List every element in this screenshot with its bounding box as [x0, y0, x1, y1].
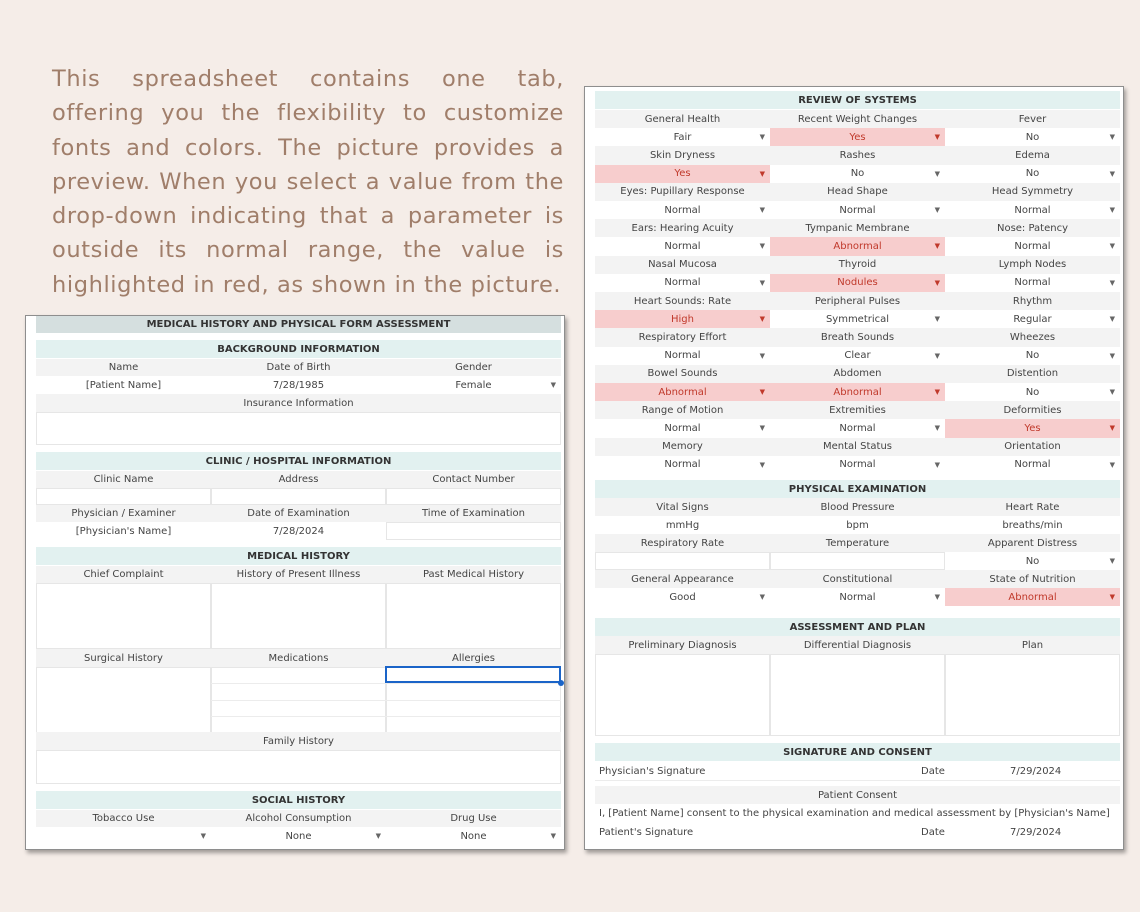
- ros-value: No: [1025, 131, 1040, 143]
- ros-dropdown[interactable]: [595, 237, 770, 255]
- ros-value: Yes: [849, 131, 866, 143]
- family-history-label: Family History: [36, 732, 561, 750]
- ros-dropdown[interactable]: [595, 383, 770, 401]
- form-title: MEDICAL HISTORY AND PHYSICAL FORM ASSESSMENT: [36, 316, 561, 333]
- ros-label: Respiratory Effort: [595, 328, 770, 346]
- ros-value: Yes: [674, 168, 691, 180]
- date-of-exam-field[interactable]: 7/28/2024: [272, 525, 325, 537]
- ros-label: Heart Sounds: Rate: [595, 292, 770, 310]
- alcohol-dropdown[interactable]: [211, 827, 386, 845]
- contact-number-field[interactable]: [386, 488, 561, 505]
- ros-dropdown[interactable]: [595, 310, 770, 328]
- ros-value: Normal: [664, 422, 701, 434]
- ros-dropdown[interactable]: [945, 274, 1120, 292]
- row-divider: [595, 780, 1120, 781]
- dropdown-arrow-icon: ▼: [1109, 593, 1115, 601]
- ros-dropdown[interactable]: [770, 419, 945, 437]
- contact-number-label: Contact Number: [386, 471, 561, 488]
- ros-label: Tympanic Membrane: [770, 219, 945, 237]
- social-history-section-header: SOCIAL HISTORY: [36, 791, 561, 809]
- clinic-name-field[interactable]: [36, 488, 211, 505]
- gender-dropdown[interactable]: [386, 376, 561, 394]
- ros-value: Normal: [1014, 277, 1051, 289]
- ros-label: Range of Motion: [595, 401, 770, 419]
- medications-label: Medications: [211, 649, 386, 667]
- ros-label: Nasal Mucosa: [595, 256, 770, 274]
- clinic-name-label: Clinic Name: [36, 471, 211, 488]
- ros-dropdown[interactable]: [595, 201, 770, 219]
- ros-label: Head Symmetry: [945, 183, 1120, 201]
- name-label: Name: [36, 359, 211, 376]
- dropdown-arrow-icon: ▼: [934, 133, 940, 142]
- background-section-header: BACKGROUND INFORMATION: [36, 340, 561, 358]
- medical-history-section-header: MEDICAL HISTORY: [36, 547, 561, 565]
- ros-dropdown[interactable]: [945, 201, 1120, 219]
- physician-signature-label: Physician's Signature: [599, 765, 706, 777]
- ros-label: Thyroid: [770, 256, 945, 274]
- apparent-distress-label: Apparent Distress: [945, 534, 1120, 552]
- ros-value: Normal: [839, 422, 876, 434]
- ros-value: Symmetrical: [825, 313, 890, 325]
- ros-value: No: [1025, 386, 1040, 398]
- temperature-field[interactable]: [770, 552, 945, 570]
- dropdown-arrow-icon: ▼: [200, 832, 206, 840]
- ros-dropdown[interactable]: [595, 165, 770, 183]
- dropdown-arrow-icon: ▼: [759, 593, 765, 601]
- ros-dropdown[interactable]: [770, 347, 945, 365]
- heart-rate-label: Heart Rate: [945, 498, 1120, 516]
- dropdown-arrow-icon: ▼: [759, 460, 765, 469]
- ros-label: Skin Dryness: [595, 146, 770, 164]
- ros-dropdown[interactable]: [770, 274, 945, 292]
- dropdown-arrow-icon: ▼: [759, 133, 765, 142]
- dropdown-arrow-icon: ▼: [759, 278, 765, 287]
- apparent-distress-value: No: [1025, 555, 1040, 567]
- plan-label: Plan: [945, 636, 1120, 654]
- patient-date-label: Date: [921, 826, 945, 838]
- ros-dropdown[interactable]: [945, 128, 1120, 146]
- ros-value: No: [850, 168, 865, 180]
- ros-label: Head Shape: [770, 183, 945, 201]
- ros-label: Eyes: Pupillary Response: [595, 183, 770, 201]
- dropdown-arrow-icon: ▼: [1109, 315, 1115, 324]
- differential-diagnosis-label: Differential Diagnosis: [770, 636, 945, 654]
- ros-value: Abnormal: [658, 386, 707, 398]
- differential-diagnosis-field[interactable]: [770, 654, 945, 736]
- medical-history-sheet: [25, 315, 565, 850]
- dropdown-arrow-icon: ▼: [934, 315, 940, 324]
- ros-value: No: [1025, 168, 1040, 180]
- ros-dropdown[interactable]: [945, 237, 1120, 255]
- dob-label: Date of Birth: [211, 359, 386, 376]
- alcohol-value: None: [285, 830, 312, 842]
- ros-dropdown[interactable]: [595, 274, 770, 292]
- ros-label: Extremities: [770, 401, 945, 419]
- plan-field[interactable]: [945, 654, 1120, 736]
- ros-dropdown[interactable]: [945, 310, 1120, 328]
- dropdown-arrow-icon: ▼: [1109, 388, 1115, 397]
- consent-text: I, [Patient Name] consent to the physical examination and medical assessment by [Physician's Name]: [599, 807, 1110, 819]
- address-label: Address: [211, 471, 386, 488]
- dropdown-arrow-icon: ▼: [759, 242, 765, 251]
- dropdown-arrow-icon: ▼: [759, 169, 765, 178]
- physician-date-field[interactable]: 7/29/2024: [1010, 765, 1062, 777]
- dropdown-arrow-icon: ▼: [550, 381, 556, 389]
- dropdown-arrow-icon: ▼: [1109, 133, 1115, 142]
- ros-dropdown[interactable]: [945, 383, 1120, 401]
- ros-dropdown[interactable]: [770, 128, 945, 146]
- family-history-field[interactable]: [36, 750, 561, 784]
- ros-value: Normal: [839, 204, 876, 216]
- plan-section-header: ASSESSMENT AND PLAN: [595, 618, 1120, 636]
- ros-label: Distention: [945, 365, 1120, 383]
- insurance-field[interactable]: [36, 412, 561, 445]
- constitutional-dropdown[interactable]: [770, 588, 945, 606]
- ros-dropdown[interactable]: [945, 347, 1120, 365]
- ros-dropdown[interactable]: [770, 237, 945, 255]
- ros-dropdown[interactable]: [770, 310, 945, 328]
- dropdown-arrow-icon: ▼: [934, 460, 940, 469]
- dropdown-arrow-icon: ▼: [1109, 557, 1115, 565]
- ros-label: Deformities: [945, 401, 1120, 419]
- ros-label: Memory: [595, 438, 770, 456]
- ros-dropdown[interactable]: [945, 456, 1120, 474]
- allergies-label: Allergies: [386, 649, 561, 667]
- general-appearance-dropdown[interactable]: [595, 588, 770, 606]
- ros-dropdown[interactable]: [770, 456, 945, 474]
- ros-value: Regular: [1013, 313, 1052, 325]
- dropdown-arrow-icon: ▼: [934, 351, 940, 360]
- vital-signs-label: Vital Signs: [595, 498, 770, 516]
- respiratory-rate-field[interactable]: [595, 552, 770, 570]
- time-of-exam-field[interactable]: [386, 522, 561, 540]
- physician-name-field[interactable]: [Physician's Name]: [75, 525, 172, 537]
- ros-value: Yes: [1024, 422, 1041, 434]
- dropdown-arrow-icon: ▼: [759, 351, 765, 360]
- dropdown-arrow-icon: ▼: [934, 206, 940, 215]
- preliminary-diagnosis-field[interactable]: [595, 654, 770, 736]
- ros-label: Mental Status: [770, 438, 945, 456]
- patient-consent-label: Patient Consent: [595, 786, 1120, 804]
- hpi-label: History of Present Illness: [211, 566, 386, 583]
- intro-paragraph: This spreadsheet contains one tab, offering you the flexibility to customize fonts and colors. The picture provides a preview. When you select a value from the drop-down indicating that a parameter is outside its normal range, the value is highlighted in red, as shown in the picture.: [52, 66, 564, 298]
- dropdown-arrow-icon: ▼: [934, 593, 940, 601]
- ros-value: No: [1025, 350, 1040, 362]
- ros-label: Orientation: [945, 438, 1120, 456]
- dropdown-arrow-icon: ▼: [934, 242, 940, 251]
- signature-section-header: SIGNATURE AND CONSENT: [595, 743, 1120, 761]
- ros-value: Normal: [664, 350, 701, 362]
- pe-section-header: PHYSICAL EXAMINATION: [595, 480, 1120, 498]
- general-appearance-value: Good: [669, 591, 696, 603]
- apparent-distress-dropdown[interactable]: [945, 552, 1120, 570]
- dropdown-arrow-icon: ▼: [759, 315, 765, 324]
- alcohol-label: Alcohol Consumption: [211, 810, 386, 827]
- tobacco-use-dropdown[interactable]: [36, 827, 211, 845]
- dob-field[interactable]: 7/28/1985: [272, 379, 325, 391]
- surgical-history-field[interactable]: [36, 667, 211, 733]
- temperature-label: Temperature: [770, 534, 945, 552]
- dropdown-arrow-icon: ▼: [1109, 206, 1115, 215]
- ros-value: Normal: [664, 459, 701, 471]
- dropdown-arrow-icon: ▼: [375, 832, 381, 840]
- insurance-label: Insurance Information: [36, 394, 561, 412]
- constitutional-value: Normal: [839, 591, 876, 603]
- ros-value: Abnormal: [833, 240, 882, 252]
- ros-value: High: [671, 313, 694, 325]
- dropdown-arrow-icon: ▼: [759, 206, 765, 215]
- ros-label: Bowel Sounds: [595, 365, 770, 383]
- drug-use-label: Drug Use: [386, 810, 561, 827]
- tobacco-use-label: Tobacco Use: [36, 810, 211, 827]
- dropdown-arrow-icon: ▼: [1109, 460, 1115, 469]
- patient-signature-label: Patient's Signature: [599, 826, 694, 838]
- ros-dropdown[interactable]: [595, 456, 770, 474]
- ros-label: Recent Weight Changes: [770, 110, 945, 128]
- dropdown-arrow-icon: ▼: [1109, 351, 1115, 360]
- review-of-systems-sheet: [584, 86, 1124, 850]
- dropdown-arrow-icon: ▼: [1109, 424, 1115, 433]
- pmh-label: Past Medical History: [386, 566, 561, 583]
- ros-dropdown[interactable]: [945, 165, 1120, 183]
- ros-dropdown[interactable]: [595, 347, 770, 365]
- ros-value: Normal: [1014, 204, 1051, 216]
- ros-dropdown[interactable]: [770, 165, 945, 183]
- ros-value: Abnormal: [833, 386, 882, 398]
- drug-use-value: None: [460, 830, 487, 842]
- constitutional-label: Constitutional: [770, 570, 945, 588]
- ros-label: Breath Sounds: [770, 328, 945, 346]
- physician-label: Physician / Examiner: [36, 505, 211, 522]
- preliminary-diagnosis-label: Preliminary Diagnosis: [595, 636, 770, 654]
- ros-dropdown[interactable]: [770, 201, 945, 219]
- blood-pressure-label: Blood Pressure: [770, 498, 945, 516]
- blood-pressure-unit[interactable]: mmHg: [665, 519, 700, 531]
- ros-value: Normal: [839, 459, 876, 471]
- dropdown-arrow-icon: ▼: [759, 424, 765, 433]
- physician-date-label: Date: [921, 765, 945, 777]
- dropdown-arrow-icon: ▼: [934, 424, 940, 433]
- row-divider: [211, 683, 561, 684]
- ros-value: Clear: [844, 350, 871, 362]
- nutrition-label: State of Nutrition: [945, 570, 1120, 588]
- chief-complaint-label: Chief Complaint: [36, 566, 211, 583]
- hpi-field[interactable]: [211, 583, 386, 649]
- ros-dropdown[interactable]: [595, 419, 770, 437]
- respiratory-rate-label: Respiratory Rate: [595, 534, 770, 552]
- fill-handle[interactable]: [558, 680, 564, 686]
- ros-dropdown[interactable]: [595, 128, 770, 146]
- ros-label: General Health: [595, 110, 770, 128]
- ros-dropdown[interactable]: [945, 419, 1120, 437]
- ros-section-header: REVIEW OF SYSTEMS: [595, 91, 1120, 109]
- heart-rate-unit[interactable]: bpm: [846, 519, 869, 531]
- ros-label: Edema: [945, 146, 1120, 164]
- time-of-exam-label: Time of Examination: [386, 505, 561, 522]
- dropdown-arrow-icon: ▼: [1109, 278, 1115, 287]
- dropdown-arrow-icon: ▼: [1109, 242, 1115, 251]
- ros-label: Abdomen: [770, 365, 945, 383]
- ros-value: Fair: [673, 131, 692, 143]
- nutrition-value: Abnormal: [1008, 591, 1057, 603]
- ros-value: Normal: [664, 277, 701, 289]
- address-field[interactable]: [211, 488, 386, 505]
- ros-label: Ears: Hearing Acuity: [595, 219, 770, 237]
- ros-dropdown[interactable]: [770, 383, 945, 401]
- general-appearance-label: General Appearance: [595, 570, 770, 588]
- clinic-section-header: CLINIC / HOSPITAL INFORMATION: [36, 452, 561, 470]
- chief-complaint-field[interactable]: [36, 583, 211, 649]
- respiratory-rate-unit[interactable]: breaths/min: [1002, 519, 1063, 531]
- ros-label: Rhythm: [945, 292, 1120, 310]
- date-of-exam-label: Date of Examination: [211, 505, 386, 522]
- nutrition-dropdown[interactable]: [945, 588, 1120, 606]
- drug-use-dropdown[interactable]: [386, 827, 561, 845]
- ros-label: Nose: Patency: [945, 219, 1120, 237]
- ros-label: Peripheral Pulses: [770, 292, 945, 310]
- patient-name-field[interactable]: [Patient Name]: [85, 379, 162, 391]
- gender-label: Gender: [386, 359, 561, 376]
- dropdown-arrow-icon: ▼: [934, 278, 940, 287]
- ros-value: Normal: [1014, 459, 1051, 471]
- ros-value: Normal: [664, 204, 701, 216]
- pmh-field[interactable]: [386, 583, 561, 649]
- dropdown-arrow-icon: ▼: [759, 388, 765, 397]
- ros-label: Lymph Nodes: [945, 256, 1120, 274]
- ros-label: Fever: [945, 110, 1120, 128]
- ros-label: Rashes: [770, 146, 945, 164]
- surgical-history-label: Surgical History: [36, 649, 211, 667]
- dropdown-arrow-icon: ▼: [1109, 169, 1115, 178]
- patient-date-field[interactable]: 7/29/2024: [1010, 826, 1062, 838]
- dropdown-arrow-icon: ▼: [934, 388, 940, 397]
- dropdown-arrow-icon: ▼: [550, 832, 556, 840]
- gender-value: Female: [455, 379, 492, 391]
- ros-value: Normal: [664, 240, 701, 252]
- row-divider: [211, 716, 561, 717]
- selected-cell[interactable]: [385, 666, 561, 683]
- ros-value: Normal: [1014, 240, 1051, 252]
- ros-label: Wheezes: [945, 328, 1120, 346]
- row-divider: [211, 700, 561, 701]
- ros-value: Nodules: [837, 277, 878, 289]
- dropdown-arrow-icon: ▼: [934, 169, 940, 178]
